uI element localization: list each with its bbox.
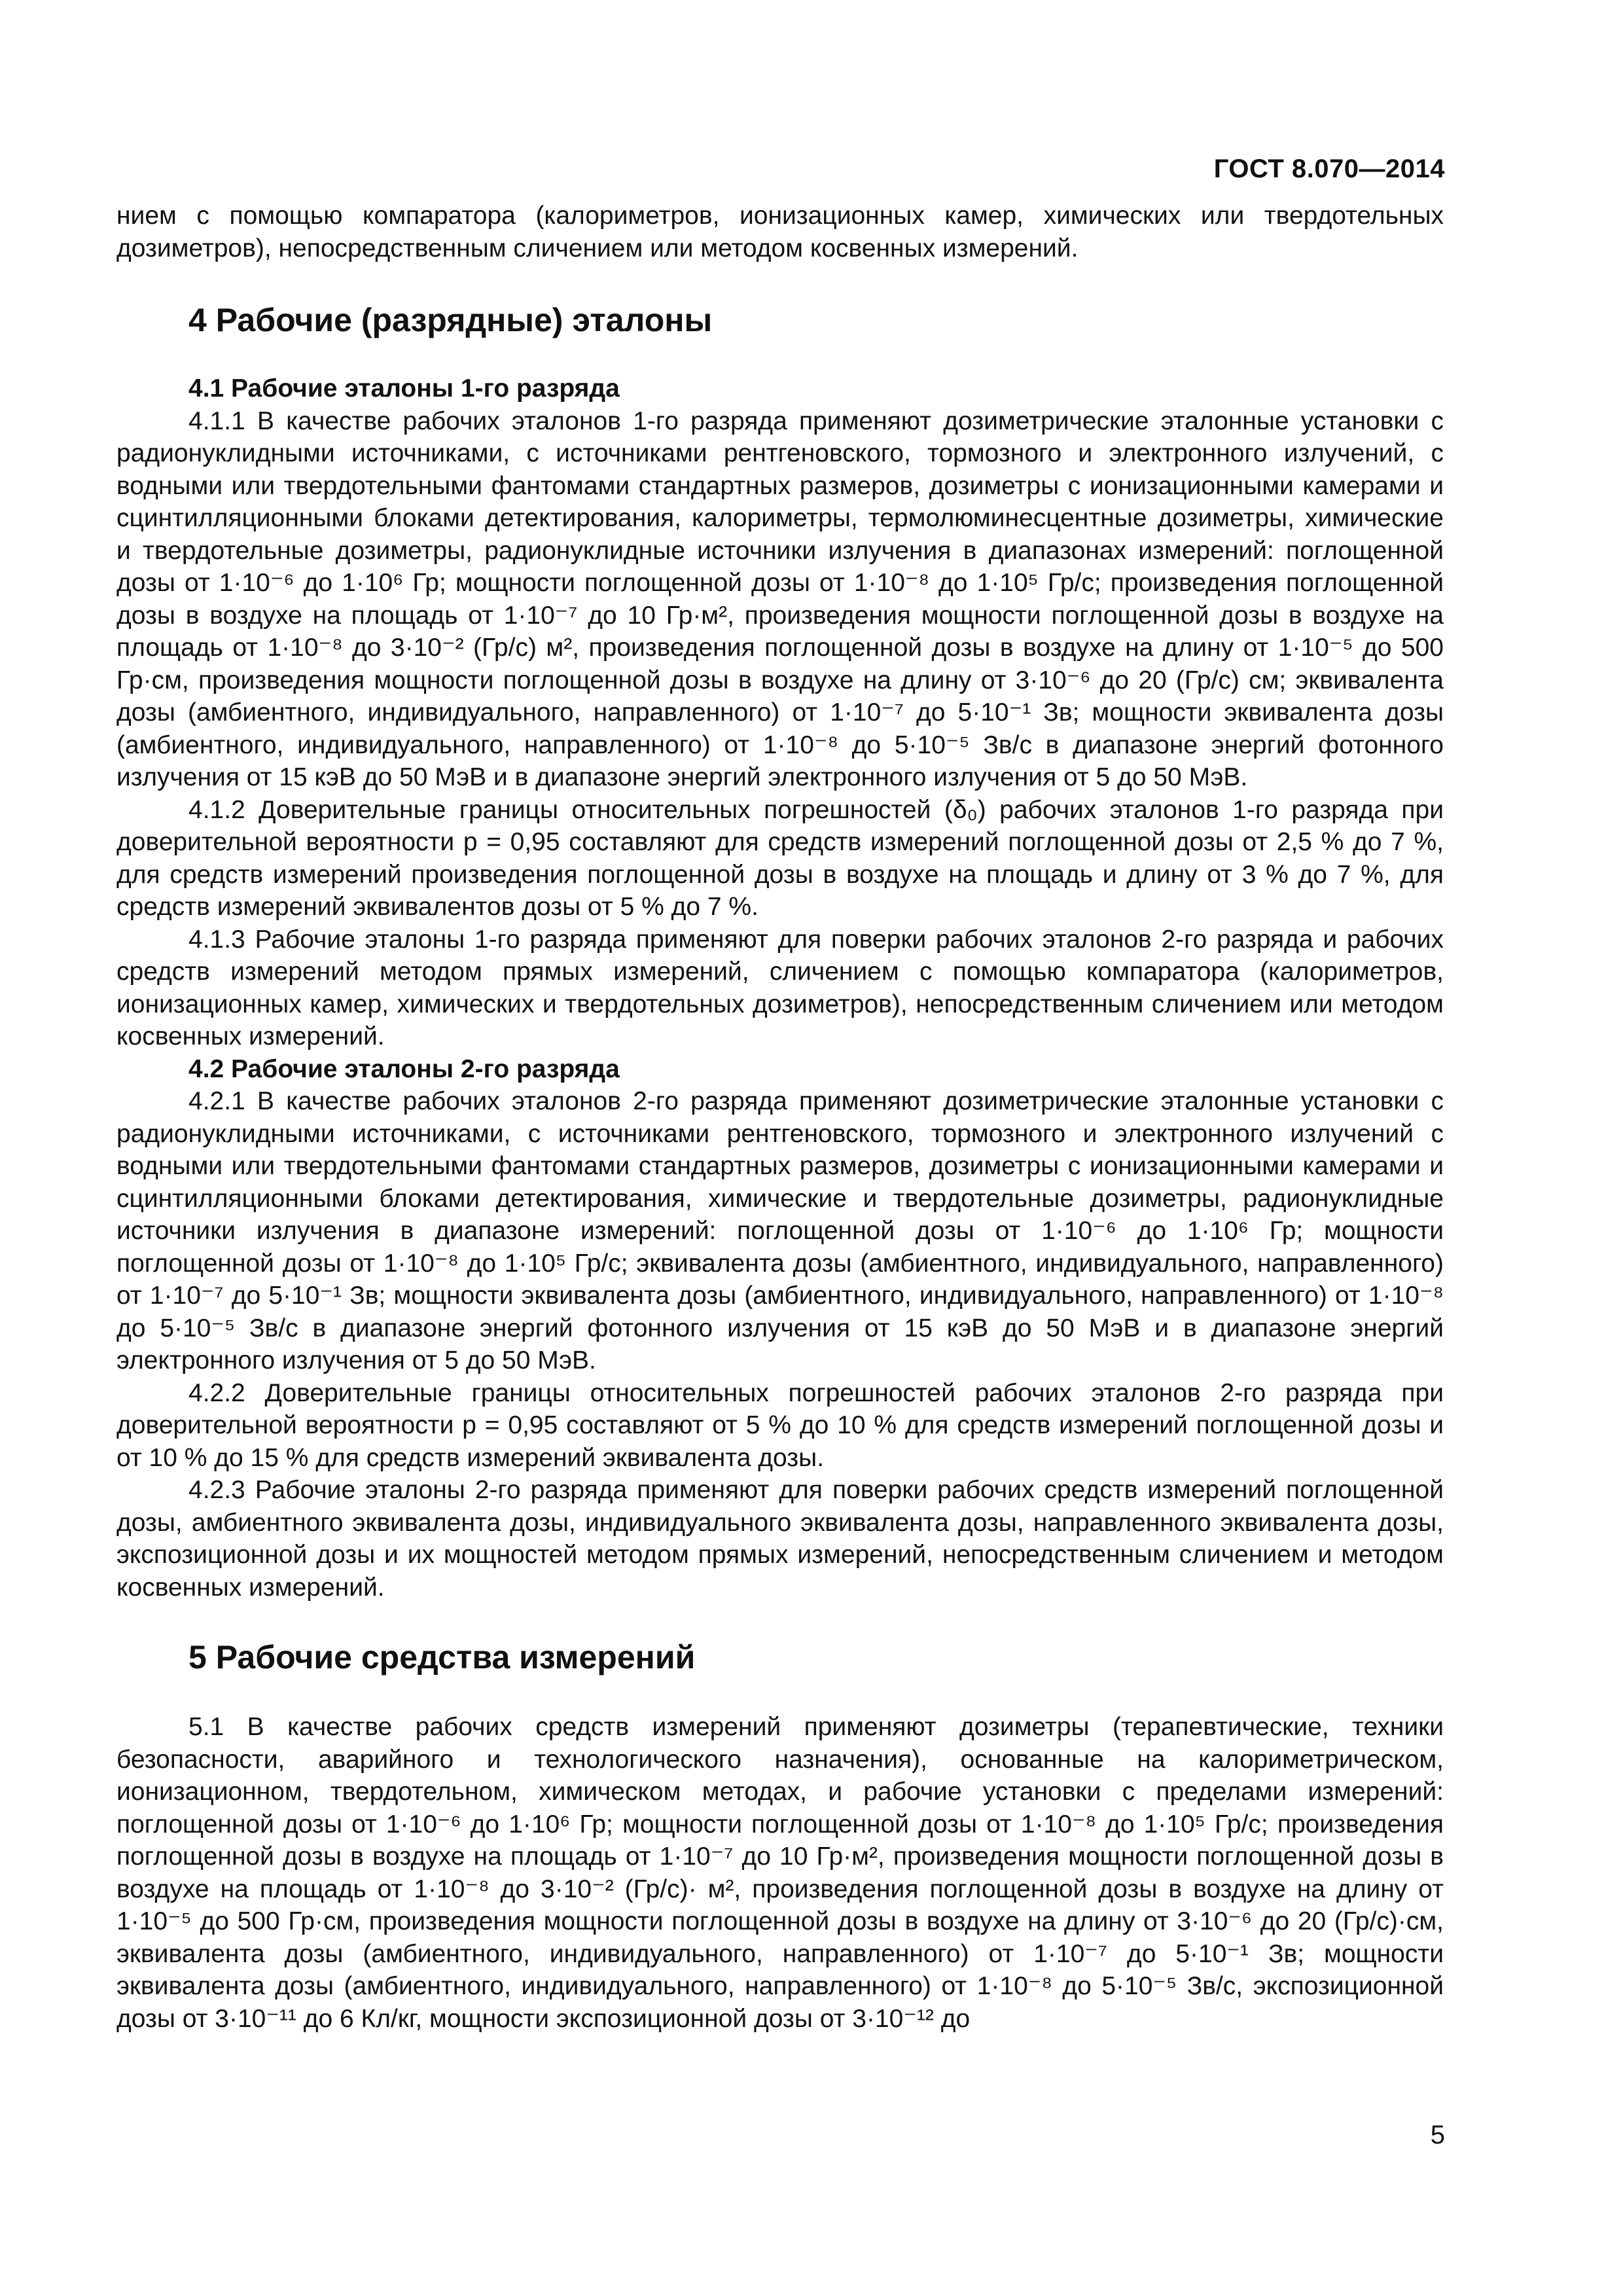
section-4-heading: 4 Рабочие (разрядные) эталоны — [188, 302, 713, 338]
subsection-4-1-heading: 4.1 Рабочие эталоны 1-го разряда — [188, 374, 620, 403]
paragraph-4-1-1: 4.1.1 В качестве рабочих эталонов 1-го разряда применяют дозиметрические эталонные установки с радионуклидными источниками, с источниками рентгеновского, тормозного и электронного излучений, с водными или твердотельными фантомами стандартных размеров, дозиметры с ионизационными камерами и сцинтилляционными блоками детектирования, калориметры, термолюминесцентные дозиметры, химические и твердотельные дозиметры, радионуклидные источники излучения в диапазонах измерений: поглощенной дозы от 1·10⁻⁶ до 1·10⁶ Гр; мощности поглощенной дозы от 1·10⁻⁸ до 1·10⁵ Гр/с; произведения поглощенной дозы в воздухе на площадь от 1·10⁻⁷ до 10 Гр·м², произведения мощности поглощенной дозы в воздухе на площадь от 1·10⁻⁸ до 3·10⁻² (Гр/с) м², произведения поглощенной дозы в воздухе на длину от 1·10⁻⁵ до 500 Гр·см, произведения мощности поглощенной дозы в воздухе на длину от 3·10⁻⁶ до 20 (Гр/с) см; эквивалента дозы (амбиентного, индивидуального, направленного) от 1·10⁻⁷ до 5·10⁻¹ Зв; мощности эквивалента дозы (амбиентного, индивидуального, направленного) от 1·10⁻⁸ до 5·10⁻⁵ Зв/с в диапазоне энергий фотонного излучения от 15 кэВ до 50 МэВ и в диапазоне энергий электронного излучения от 5 до 50 МэВ. — [116, 406, 1444, 791]
paragraph-4-1-2: 4.1.2 Доверительные границы относительных погрешностей (δ₀) рабочих эталонов 1-го разряда при доверительной вероятности р = 0,95 составляют для средств измерений поглощенной дозы от 2,5 % до 7 %, для средств измерений произведения поглощенной дозы в воздухе на площадь и длину от 3 % до 7 %, для средств измерений эквивалентов дозы от 5 % до 7 %. — [116, 795, 1444, 921]
paragraph-5-1: 5.1 В качестве рабочих средств измерений применяют дозиметры (терапевтические, техники безопасности, аварийного и технологического назначения), основанные на калориметрическом, ионизационном, твердотельном, химическом методах, и рабочие установки с пределами измерений: поглощенной дозы от 1·10⁻⁶ до 1·10⁶ Гр; мощности поглощенной дозы от 1·10⁻⁸ до 1·10⁵ Гр/с; произведения поглощенной дозы в воздухе на площадь от 1·10⁻⁷ до 10 Гр·м², произведения мощности поглощенной дозы в воздухе на площадь от 1·10⁻⁸ до 3·10⁻² (Гр/с)· м², произведения поглощенной дозы в воздухе на длину от 1·10⁻⁵ до 500 Гр·см, произведения мощности поглощенной дозы в воздухе на длину от 3·10⁻⁶ до 20 (Гр/с)·см, эквивалента дозы (амбиентного, индивидуального, направленного) от 1·10⁻⁷ до 5·10⁻¹ Зв; мощности эквивалента дозы (амбиентного, индивидуального, направленного) от 1·10⁻⁸ до 5·10⁻⁵ Зв/с, экспозиционной дозы от 3·10⁻¹¹ до 6 Кл/кг, мощности экспозиционной дозы от 3·10⁻¹² до — [116, 1713, 1444, 2033]
paragraph-continued: нием с помощью компаратора (калориметров, ионизационных камер, химических или твердотельных дозиметров), непосредственным сличением или методом косвенных измерений. — [116, 202, 1444, 262]
document-id-header: ГОСТ 8.070—2014 — [1213, 154, 1445, 183]
page-number: 5 — [1430, 2121, 1445, 2149]
subsection-4-2-heading: 4.2 Рабочие эталоны 2-го разряда — [188, 1054, 620, 1083]
paragraph-4-1-3: 4.1.3 Рабочие эталоны 1-го разряда применяют для поверки рабочих эталонов 2-го разряда и рабочих средств измерений методом прямых измерений, сличением с помощью компаратора (калориметров, ионизационных камер, химических и твердотельных дозиметров), непосредственным сличением или методом косвенных измерений. — [116, 925, 1444, 1050]
paragraph-4-2-3: 4.2.3 Рабочие эталоны 2-го разряда применяют для поверки рабочих средств измерений поглощенной дозы, амбиентного эквивалента дозы, индивидуального эквивалента дозы, направленного эквивалента дозы, экспозиционной дозы и их мощностей методом прямых измерений, непосредственным сличением и методом косвенных измерений. — [116, 1476, 1444, 1602]
section-5-heading: 5 Рабочие средства измерений — [188, 1639, 696, 1676]
paragraph-4-2-1: 4.2.1 В качестве рабочих эталонов 2-го разряда применяют дозиметрические эталонные установки с радионуклидными источниками, с источниками рентгеновского, тормозного и электронного излучений с водными или твердотельными фантомами стандартных размеров, дозиметры с ионизационными камерами и сцинтилляционными блоками детектирования, химические и твердотельные дозиметры, радионуклидные источники излучения в диапазоне измерений: поглощенной дозы от 1·10⁻⁶ до 1·10⁶ Гр; мощности поглощенной дозы от 1·10⁻⁸ до 1·10⁵ Гр/с; эквивалента дозы (амбиентного, индивидуального, направленного) от 1·10⁻⁷ до 5·10⁻¹ Зв; мощности эквивалента дозы (амбиентного, индивидуального, направленного) от 1·10⁻⁸ до 5·10⁻⁵ Зв/с в диапазоне энергий фотонного излучения от 15 кэВ до 50 МэВ и в диапазоне энергий электронного излучения от 5 до 50 МэВ. — [116, 1087, 1444, 1374]
document-body — [116, 200, 1444, 2035]
paragraph-4-2-2: 4.2.2 Доверительные границы относительных погрешностей рабочих эталонов 2-го разряда при доверительной вероятности р = 0,95 составляют от 5 % до 10 % для средств измерений поглощенной дозы и от 10 % до 15 % для средств измерений эквивалента дозы. — [116, 1378, 1444, 1472]
